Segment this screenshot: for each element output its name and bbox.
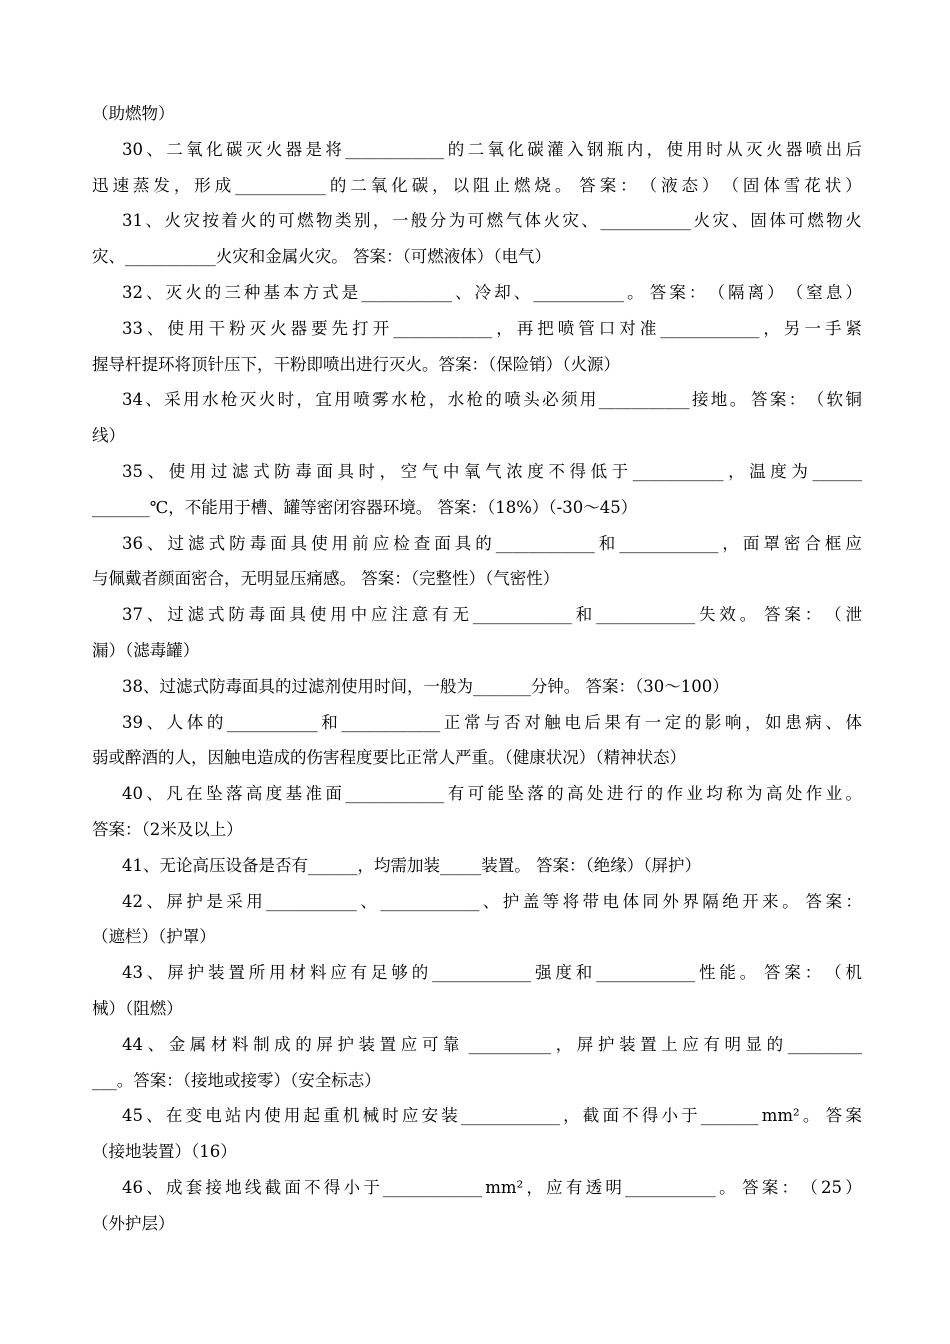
text-line: _______℃，不能用于槽、罐等密闭容器环境。 答案：（18%）（-30～45） [92,497,638,517]
text-line: 40 、 凡 在 坠 落 高 度 基 准 面 ____________ 有 可 能 坠 落 的 高 处 进 行 的 作 业 均 称 为 高 处 作 业 。 [122,784,862,804]
text-line: 36 、 过 滤 式 防 毒 面 具 使 用 前 应 检 查 面 具 的 ____________ 和 ____________ ， 面 罩 密 合 框 应 [122,533,862,553]
text-line: 握导杆提环将顶针压下，干粉即喷出进行灭火。答案：（保险销）（火源） [92,354,620,374]
text-line: （遮栏）（护罩） [92,927,216,947]
text-line: 42 、 屏 护 是 采 用 ___________ 、 ____________ 、 护 盖 等 将 带 电 体 同 外 界 隔 绝 开 来 。 答 案 ： [122,891,862,911]
text-line: 35 、 使 用 过 滤 式 防 毒 面 具 时 ， 空 气 中 氧 气 浓 度 不 得 低 于 ___________ ， 温 度 为 ______ [122,461,862,481]
text-line: 34 、 采 用 水 枪 灭 火 时 ， 宜 用 喷 雾 水 枪 ， 水 枪 的 喷 头 必 须 用 ___________ 接 地 。 答 案 ： （ 软 铜 [122,390,862,410]
text-line: 与佩戴者颜面密合，无明显压痛感。 答案：（完整性）（气密性） [92,569,560,589]
text-line: 迅 速 蒸 发 ， 形 成 ___________ 的 二 氧 化 碳 ， 以 阻 止 燃 烧 。 答 案 ： （ 液 态 ） （ 固 体 雪 花 状 ） [92,175,862,195]
text-line: 灾、___________火灾和金属火灾。 答案：（可燃液体）（电气） [92,247,551,267]
text-line: 械）（阻燃） [92,998,183,1018]
text-line: 44 、 金 属 材 料 制 成 的 屏 护 装 置 应 可 靠 __________ ， 屏 护 装 置 上 应 有 明 显 的 _________ [122,1034,862,1054]
text-line: 38、过滤式防毒面具的过滤剂使用时间，一般为_______分钟。 答案：（30～100） [122,676,729,696]
text-line: （接地装置）（16） [92,1142,237,1162]
text-line: 31 、 火 灾 按 着 火 的 可 燃 物 类 别 ， 一 般 分 为 可 燃 气 体 火 灾 、 ___________ 火 灾 、 固 体 可 燃 物 火 [122,211,862,231]
text-line: 45 、 在 变 电 站 内 使 用 起 重 机 械 时 应 安 装 ____________ ， 截 面 不 得 小 于 _______ mm² 。 答 案 [122,1106,862,1126]
text-line: 41、无论高压设备是否有______，均需加装_____装置。 答案：（绝缘）（屏护） [122,855,701,875]
text-line: 33 、 使 用 干 粉 灭 火 器 要 先 打 开 ____________ ， 再 把 喷 管 口 对 准 ____________ ， 另 一 手 紧 [122,318,862,338]
text-line: 线） [92,426,125,446]
text-line: 弱或醉酒的人，因触电造成的伤害程度要比正常人严重。（健康状况）（精神状态） [92,748,686,768]
document-body [92,96,862,1242]
text-line: （助燃物） [92,104,175,123]
text-line: 32 、 灭 火 的 三 种 基 本 方 式 是 ___________ 、 冷 却 、 ___________ 。 答 案 ： （ 隔 离 ） （ 窒 息 ） [122,282,862,302]
text-line: （外护层） [92,1213,175,1233]
text-line: 漏）（滤毒罐） [92,640,200,660]
text-line: 答案：（2米及以上） [92,819,243,839]
text-line: 43 、 屏 护 装 置 所 用 材 料 应 有 足 够 的 ____________ 强 度 和 ____________ 性 能 。 答 案 ： （ 机 [122,963,862,983]
text-line: 30 、 二 氧 化 碳 灭 火 器 是 将 ____________ 的 二 氧 化 碳 灌 入 钢 瓶 内 ， 使 用 时 从 灭 火 器 喷 出 后 [122,139,862,159]
text-line: 37 、 过 滤 式 防 毒 面 具 使 用 中 应 注 意 有 无 ____________ 和 ____________ 失 效 。 答 案 ： （ 泄 [122,605,862,625]
text-line: 46 、 成 套 接 地 线 截 面 不 得 小 于 ____________ mm² ， 应 有 透 明 ___________ 。 答 案 ： （ 25 ） [122,1177,862,1197]
text-line: ___。答案：（接地或接零）（安全标志） [92,1070,381,1090]
text-line: 39 、 人 体 的 ___________ 和 ____________ 正 常 与 否 对 触 电 后 果 有 一 定 的 影 响 ， 如 患 病 、 体 [122,712,862,732]
